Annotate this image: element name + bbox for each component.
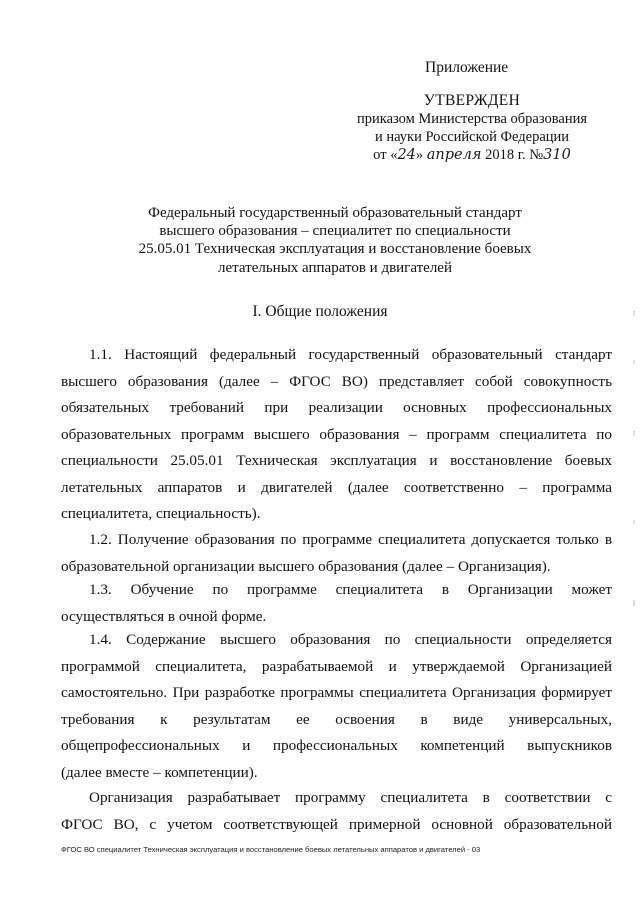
text-line: ФГОС ВО, с учетом соответствующей примерной основной образовательной [61, 815, 612, 833]
document-title [100, 204, 570, 277]
title-line-3: 25.05.01 Техническая эксплуатация и восстановление боевых [138, 241, 532, 258]
paragraph-1-3 [61, 577, 612, 630]
text-line: самостоятельно. При разработке программы специалитета Организация формирует [61, 684, 612, 701]
order-date-line [342, 146, 602, 164]
text-line: Организация разрабатывает программу специалитета в соответствии с [89, 789, 612, 806]
order-year: 2018 г. № [481, 147, 544, 163]
order-prefix: от « [373, 147, 398, 163]
title-line-4: летательных аппаратов и двигателей [217, 259, 452, 276]
text-line: высшего образования (далее – ФГОС ВО) представляет собой совокупность [61, 372, 612, 390]
paragraph-organization [61, 785, 612, 838]
page-footer: ФГОС ВО специалитет Техническая эксплуатация и восстановление боевых летательных аппаратов и двигателей - 03 [61, 845, 481, 854]
text-line: 1.1. Настоящий федеральный государственный образовательный стандарт [89, 346, 612, 363]
text-line: специалитета, специальность). [61, 505, 261, 522]
paragraph-1-4 [61, 627, 612, 786]
order-month-handwritten: апреля [426, 147, 482, 163]
order-day-handwritten: 24 [397, 147, 416, 163]
text-line: летательных аппаратов и двигателей (далее соответственно – программа [61, 478, 612, 496]
text-line: 1.3. Обучение по программе специалитета в Организации может [89, 581, 612, 598]
order-line-1: приказом Министерства образования [356, 111, 588, 127]
appendix-label: Приложение [425, 59, 509, 76]
text-line: образовательной организации высшего образования (далее – Организация). [61, 557, 551, 575]
section-heading: I. Общие положения [252, 303, 388, 320]
text-line: общепрофессиональных и профессиональных компетенций выпускников [61, 737, 612, 754]
text-line: программой специалитета, разрабатываемой и утверждаемой Организацией [61, 657, 612, 675]
title-line-2: высшего образования – специалитет по специальности [159, 223, 511, 240]
scan-margin-marks [632, 300, 636, 620]
text-line: образовательных программ высшего образования – программ специалитета по [61, 425, 612, 443]
approved-label: УТВЕРЖДЕН [423, 92, 521, 109]
title-line-1: Федеральный государственный образовательный стандарт [148, 205, 522, 221]
text-line: требования к результатам ее освоения в виде универсальных, [61, 710, 612, 728]
paragraph-1-1 [61, 342, 612, 528]
paragraph-1-2 [61, 527, 612, 580]
text-line: специальности 25.05.01 Техническая эксплуатация и восстановление боевых [61, 452, 612, 469]
text-line: осуществляться в очной форме. [61, 607, 267, 625]
text-line: (далее вместе – компетенции). [61, 763, 258, 781]
text-line: обязательных требований при реализации основных профессиональных [61, 399, 612, 416]
text-line: 1.4. Содержание высшего образования по специальности определяется [89, 631, 612, 648]
text-line: 1.2. Получение образования по программе специалитета допускается только в [89, 531, 612, 548]
order-number-handwritten: 310 [543, 147, 571, 163]
order-mid: » [415, 147, 427, 163]
order-line-2: и науки Российской Федерации [374, 129, 570, 145]
approval-block [342, 92, 602, 164]
